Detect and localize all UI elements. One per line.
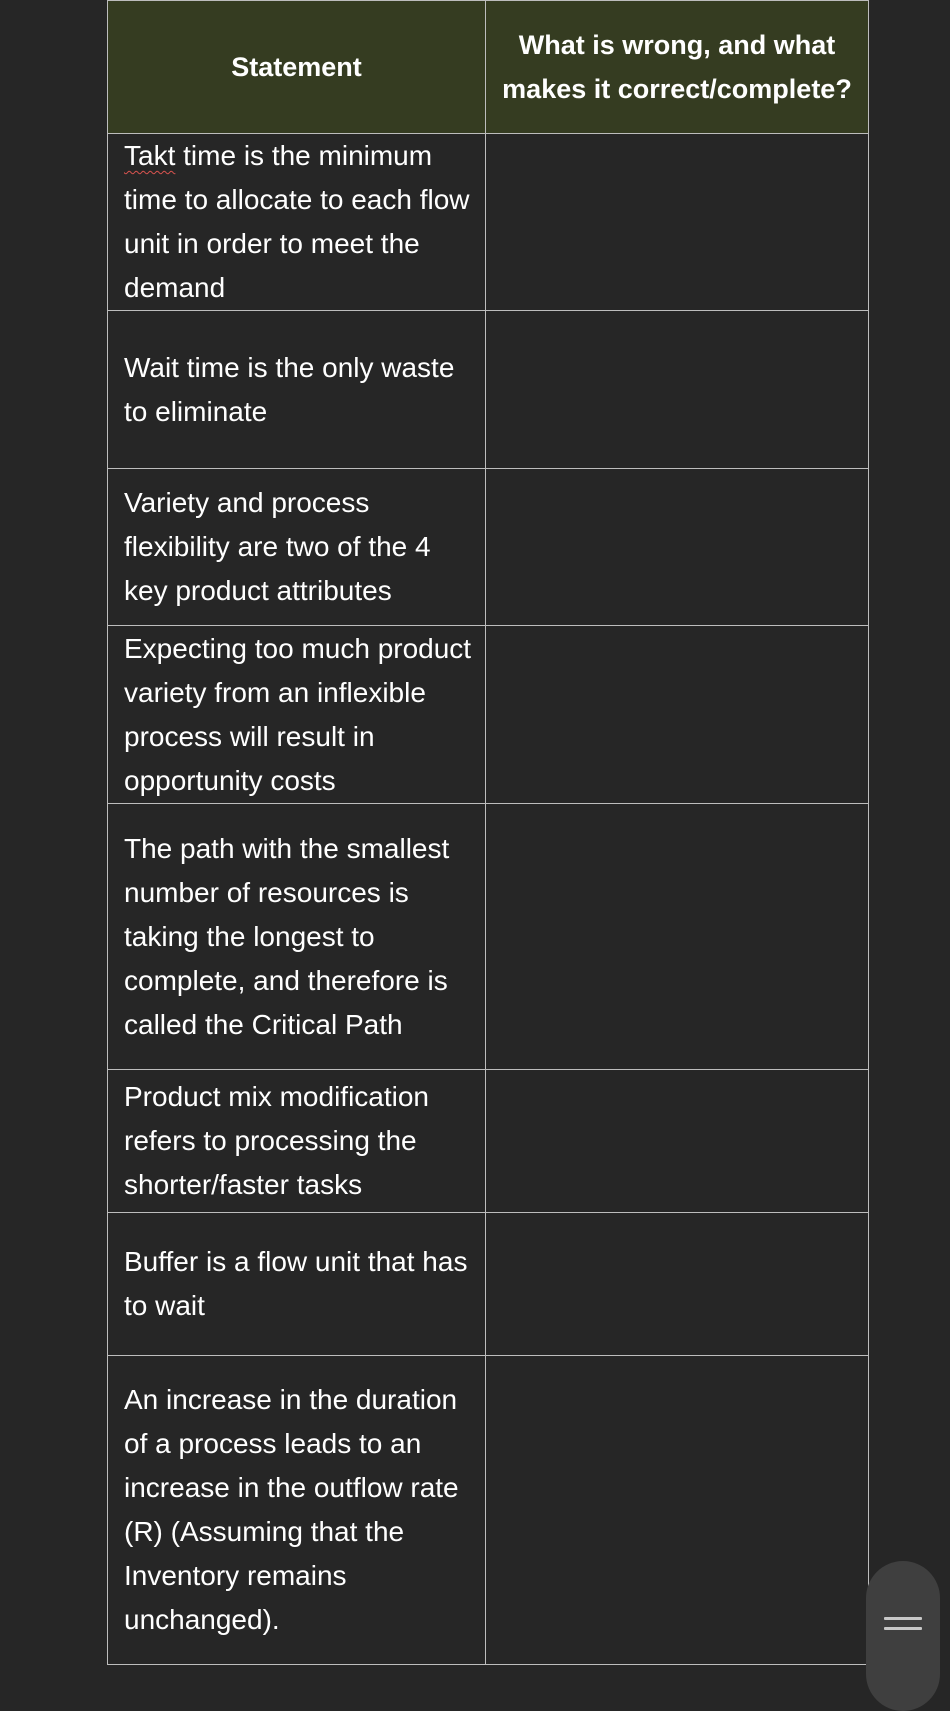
statement-cell[interactable]: The path with the smallest number of resources is taking the longest to complete, and therefore is called the Critical Path: [108, 804, 486, 1070]
header-answer: What is wrong, and what makes it correct/complete?: [486, 1, 869, 134]
statement-cell[interactable]: [108, 134, 486, 311]
table-row: [108, 469, 869, 626]
scroll-handle[interactable]: [866, 1561, 940, 1711]
header-statement: Statement: [108, 1, 486, 134]
spellcheck-word[interactable]: Takt: [124, 140, 176, 171]
statement-cell[interactable]: Buffer is a flow unit that has to wait: [108, 1213, 486, 1356]
statements-table: [107, 0, 869, 1665]
statement-text: time is the minimum time to allocate to each flow unit in order to meet the demand: [124, 140, 470, 303]
answer-cell[interactable]: [486, 311, 869, 469]
statement-cell[interactable]: An increase in the duration of a process leads to an increase in the outflow rate (R) (Assuming that the Inventory remains unchanged).: [108, 1356, 486, 1665]
statement-cell[interactable]: Expecting too much product variety from an inflexible process will result in opportunity costs: [108, 626, 486, 804]
grip-lines-icon: [884, 1617, 922, 1620]
table-header-row: [108, 1, 869, 134]
table-row: [108, 134, 869, 311]
statement-cell[interactable]: Wait time is the only waste to eliminate: [108, 311, 486, 469]
answer-cell[interactable]: [486, 469, 869, 626]
table-row: [108, 1213, 869, 1356]
table-row: [108, 804, 869, 1070]
statement-cell[interactable]: Variety and process flexibility are two of the 4 key product attributes: [108, 469, 486, 626]
table-row: [108, 626, 869, 804]
answer-cell[interactable]: [486, 1356, 869, 1665]
statement-cell[interactable]: Product mix modification refers to processing the shorter/faster tasks: [108, 1070, 486, 1213]
answer-cell[interactable]: [486, 626, 869, 804]
answer-cell[interactable]: [486, 1213, 869, 1356]
answer-cell[interactable]: [486, 134, 869, 311]
table-row: [108, 1070, 869, 1213]
answer-cell[interactable]: [486, 804, 869, 1070]
table-row: [108, 311, 869, 469]
answer-cell[interactable]: [486, 1070, 869, 1213]
table-row: [108, 1356, 869, 1665]
grip-lines-icon: [884, 1627, 922, 1630]
